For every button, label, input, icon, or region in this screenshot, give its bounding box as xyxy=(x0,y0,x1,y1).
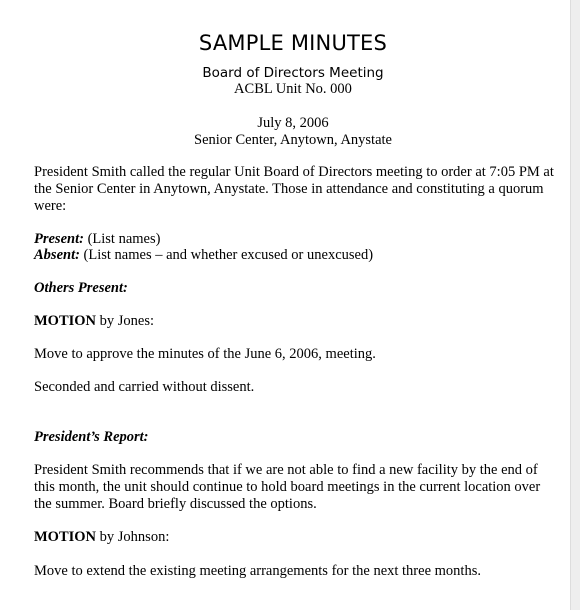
motion-1-result: Seconded and carried without dissent. xyxy=(34,379,255,395)
presidents-report-label: President’s Report: xyxy=(34,429,149,445)
scrollbar[interactable] xyxy=(570,0,580,610)
others-present-line xyxy=(34,280,556,297)
absent-text: (List names – and whether excused or unexcused) xyxy=(79,247,374,263)
present-text: (List names) xyxy=(83,231,161,247)
others-present-label: Others Present: xyxy=(34,280,128,296)
motion-2-text: Move to extend the existing meeting arrangements for the next three months. xyxy=(34,563,481,579)
document-title: SAMPLE MINUTES xyxy=(198,31,388,55)
absent-label: Absent: xyxy=(34,247,80,263)
unit-number: ACBL Unit No. 000 xyxy=(234,81,352,97)
presidents-report-line xyxy=(34,429,556,446)
present-label: Present: xyxy=(34,231,84,247)
motion-1-heading xyxy=(34,313,556,330)
motion-1-text: Move to approve the minutes of the June 6, 2006, meeting. xyxy=(34,346,376,362)
meeting-location: Senior Center, Anytown, Anystate xyxy=(194,132,392,148)
opening-paragraph: President Smith called the regular Unit Board of Directors meeting to order at 7:05 PM at the Senior Center in Anytown, Anystate. Those in attendance and constituting a quorum were: xyxy=(34,164,554,214)
motion-1-by: by Jones: xyxy=(96,313,155,329)
meeting-date: July 8, 2006 xyxy=(257,115,329,131)
absent-line xyxy=(34,247,556,264)
document-subtitle: Board of Directors Meeting xyxy=(202,65,384,81)
motion-1-label: MOTION xyxy=(34,313,97,329)
present-line xyxy=(34,231,556,248)
motion-2-label: MOTION xyxy=(34,529,97,545)
motion-2-heading xyxy=(34,529,556,546)
presidents-report-text: President Smith recommends that if we are not able to find a new facility by the end of this month, the unit should continue to hold board meetings in the current location over the summer. Board briefly discussed the options. xyxy=(34,462,541,512)
motion-2-by: by Johnson: xyxy=(96,529,170,545)
